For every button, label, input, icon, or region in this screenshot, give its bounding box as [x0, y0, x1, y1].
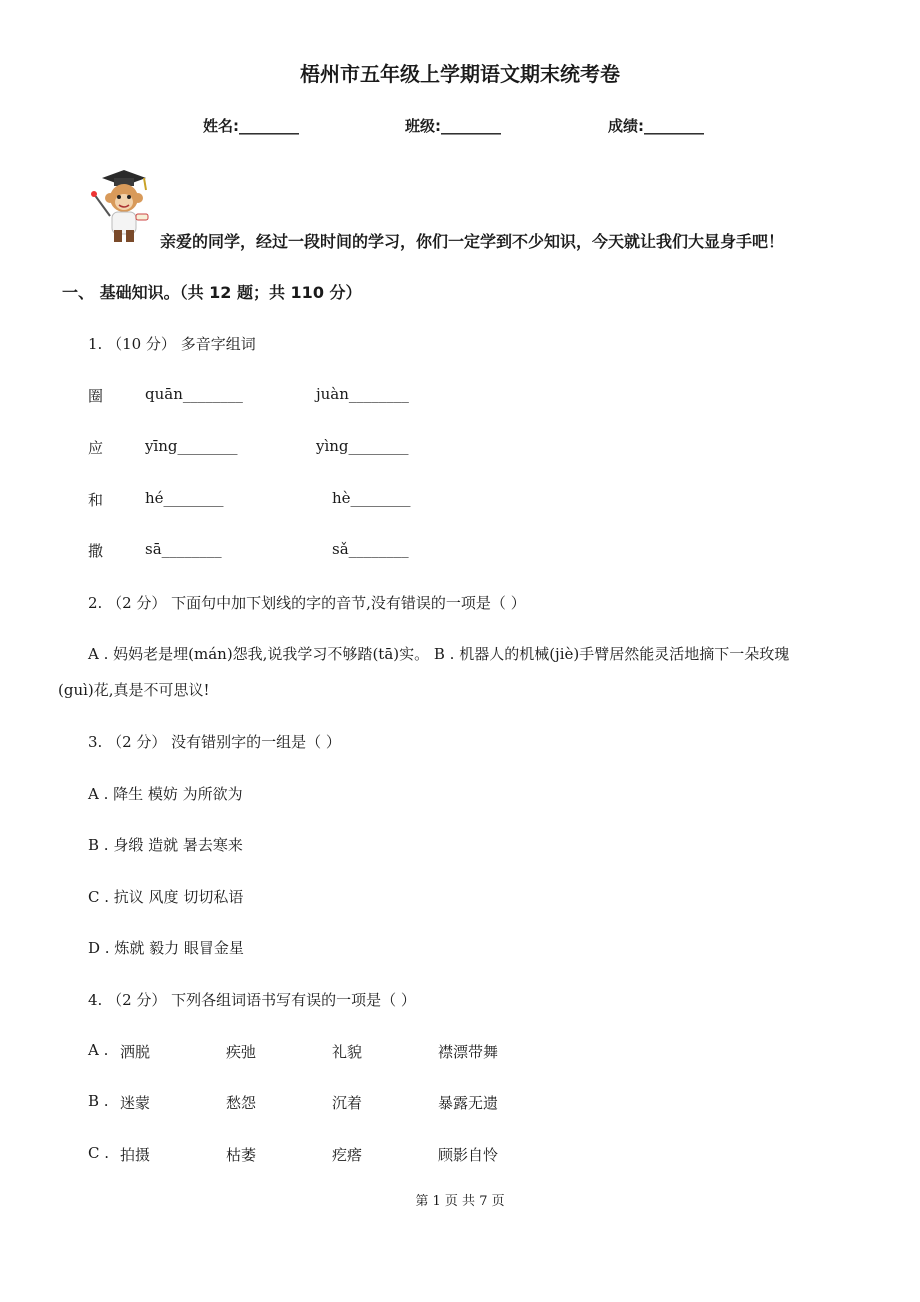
q1-blank-b[interactable]: sǎ________	[332, 540, 409, 558]
question-3-option-a[interactable]: A . 降生 模妨 为所欲为	[88, 785, 243, 803]
question-4-stem: 4. （2 分） 下列各组词语书写有误的一项是（ ）	[88, 991, 416, 1009]
question-4-word: 礼貌	[332, 1043, 363, 1061]
question-4-word: 迷蒙	[120, 1094, 151, 1112]
question-4-word: 顾影自怜	[438, 1146, 499, 1164]
question-4-option-label[interactable]: B .	[88, 1092, 109, 1110]
question-4-word: 疙瘩	[332, 1146, 363, 1164]
score-field[interactable]: 成绩:________	[608, 117, 704, 135]
q1-blank-a[interactable]: quān________	[145, 385, 243, 403]
question-4-word: 愁怨	[226, 1094, 257, 1112]
question-4-word: 疾弛	[226, 1043, 257, 1061]
question-4-word: 枯萎	[226, 1146, 257, 1164]
question-3-option-b[interactable]: B . 身缎 造就 暑去寒来	[88, 836, 243, 854]
q1-char: 圈	[88, 387, 104, 405]
class-field[interactable]: 班级:________	[405, 117, 501, 135]
q1-blank-b[interactable]: yìng________	[316, 437, 409, 455]
question-3-stem: 3. （2 分） 没有错别字的一组是（ ）	[88, 733, 341, 751]
question-4-option-label[interactable]: C .	[88, 1144, 110, 1162]
greeting-text: 亲爱的同学，经过一段时间的学习，你们一定学到不少知识，今天就让我们大显身手吧！	[160, 232, 785, 251]
page-title: 梧州市五年级上学期语文期末统考卷	[300, 62, 620, 86]
question-1-stem: 1. （10 分） 多音字组词	[88, 335, 256, 353]
question-2-stem: 2. （2 分） 下面句中加下划线的字的音节,没有错误的一项是（ ）	[88, 594, 526, 612]
q1-blank-a[interactable]: hé________	[145, 489, 224, 507]
question-4-word: 沉着	[332, 1094, 363, 1112]
question-4-word: 拍摄	[120, 1146, 151, 1164]
section-heading: 一、 基础知识。（共 12 题；共 110 分）	[62, 283, 362, 302]
q1-blank-b[interactable]: juàn________	[316, 385, 409, 403]
question-4-word: 洒脱	[120, 1043, 151, 1061]
q1-char: 和	[88, 491, 104, 509]
question-2-options[interactable]: A . 妈妈老是埋(mán)怨我,说我学习不够踏(tā)实。 B . 机器人的机械(jiè)手臂居然能灵活地摘下一朵玫瑰	[88, 645, 790, 663]
page-footer: 第 1 页 共 7 页	[415, 1194, 505, 1209]
question-3-option-d[interactable]: D . 炼就 毅力 眼冒金星	[88, 939, 244, 957]
question-2-options-continued: (guì)花,真是不可思议!	[58, 681, 210, 699]
question-4-option-label[interactable]: A .	[88, 1041, 109, 1059]
q1-blank-a[interactable]: yīng________	[145, 437, 238, 455]
q1-char: 撒	[88, 542, 104, 560]
q1-char: 应	[88, 439, 104, 457]
graduate-mascot-icon	[84, 164, 154, 248]
q1-blank-b[interactable]: hè________	[332, 489, 411, 507]
question-4-word: 襟漂带舞	[438, 1043, 499, 1061]
name-field[interactable]: 姓名:________	[203, 117, 299, 135]
question-4-word: 暴露无遗	[438, 1094, 499, 1112]
question-3-option-c[interactable]: C . 抗议 风度 切切私语	[88, 888, 244, 906]
q1-blank-a[interactable]: sā________	[145, 540, 222, 558]
